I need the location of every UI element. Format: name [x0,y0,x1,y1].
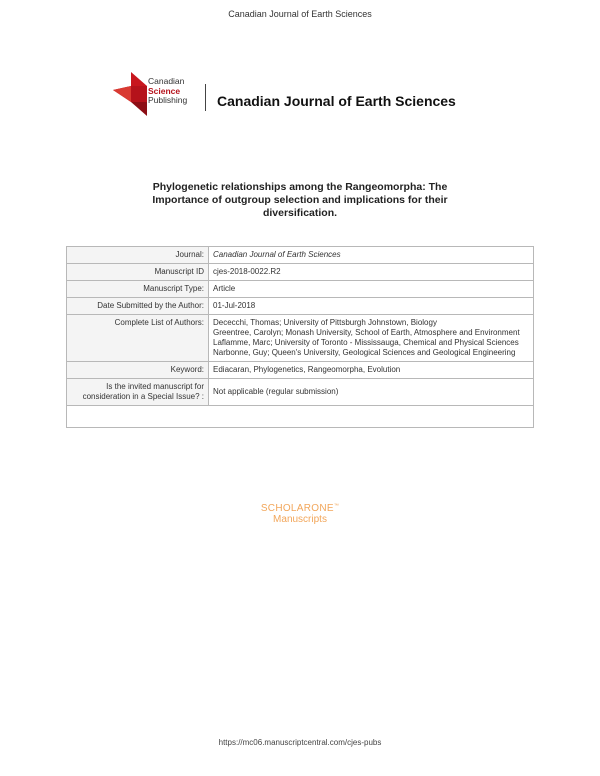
manuscript-id-value: cjes-2018-0022.R2 [209,264,534,281]
manuscript-id-label: Manuscript ID [67,264,209,281]
table-row [67,379,534,406]
manuscript-metadata-table [66,246,534,428]
journal-value: Canadian Journal of Earth Sciences [209,247,534,264]
author-entry: Dececchi, Thomas; University of Pittsburgh Johnstown, Biology [213,318,437,327]
author-entry: Narbonne, Guy; Queen's University, Geological Sciences and Geological Engineering [213,348,516,357]
special-issue-label: Is the invited manuscript for consideration in a Special Issue? : [67,379,209,406]
table-row [67,281,534,298]
table-row [67,362,534,379]
trademark-symbol: ™ [333,503,340,509]
journal-label: Journal: [67,247,209,264]
table-row-empty [67,406,534,428]
table-row [67,315,534,362]
title-line-3: diversification. [262,207,338,219]
table-row [67,264,534,281]
publisher-wordmark [148,77,187,106]
publisher-line-2: Science [148,85,181,96]
table-row [67,298,534,315]
journal-logo [113,72,463,116]
authors-list [209,315,534,362]
scholarone-text: SCHOLARONE [260,503,334,514]
scholarone-subtitle: Manuscripts [273,514,327,525]
logo-journal-name: Canadian Journal of Earth Sciences [217,93,456,109]
keyword-label: Keyword: [67,362,209,379]
scholarone-logo [0,503,600,525]
keyword-value: Ediacaran, Phylogenetics, Rangeomorpha, Evolution [209,362,534,379]
author-entry: Laflamme, Marc; University of Toronto - Mississauga, Chemical and Physical Sciences [213,338,519,347]
manuscript-type-value: Article [209,281,534,298]
publisher-line-1: Canadian [148,76,185,86]
manuscript-type-label: Manuscript Type: [67,281,209,298]
empty-cell [67,406,534,428]
date-submitted-label: Date Submitted by the Author: [67,298,209,315]
special-issue-value: Not applicable (regular submission) [209,379,534,406]
article-title [100,181,500,220]
title-line-1: Phylogenetic relationships among the Rangeomorpha: The [152,181,448,193]
date-submitted-value: 01-Jul-2018 [209,298,534,315]
logo-divider [205,84,206,111]
title-line-2: Importance of outgroup selection and implications for their [152,194,448,206]
running-head: Canadian Journal of Earth Sciences [228,9,372,19]
footer-url: https://mc06.manuscriptcentral.com/cjes-pubs [218,738,382,747]
publisher-line-3: Publishing [148,95,188,105]
authors-label: Complete List of Authors: [67,315,209,362]
csp-logo-icon [113,72,147,116]
table-row [67,247,534,264]
author-entry: Greentree, Carolyn; Monash University, School of Earth, Atmosphere and Environment [213,328,520,337]
scholarone-wordmark [0,503,600,514]
